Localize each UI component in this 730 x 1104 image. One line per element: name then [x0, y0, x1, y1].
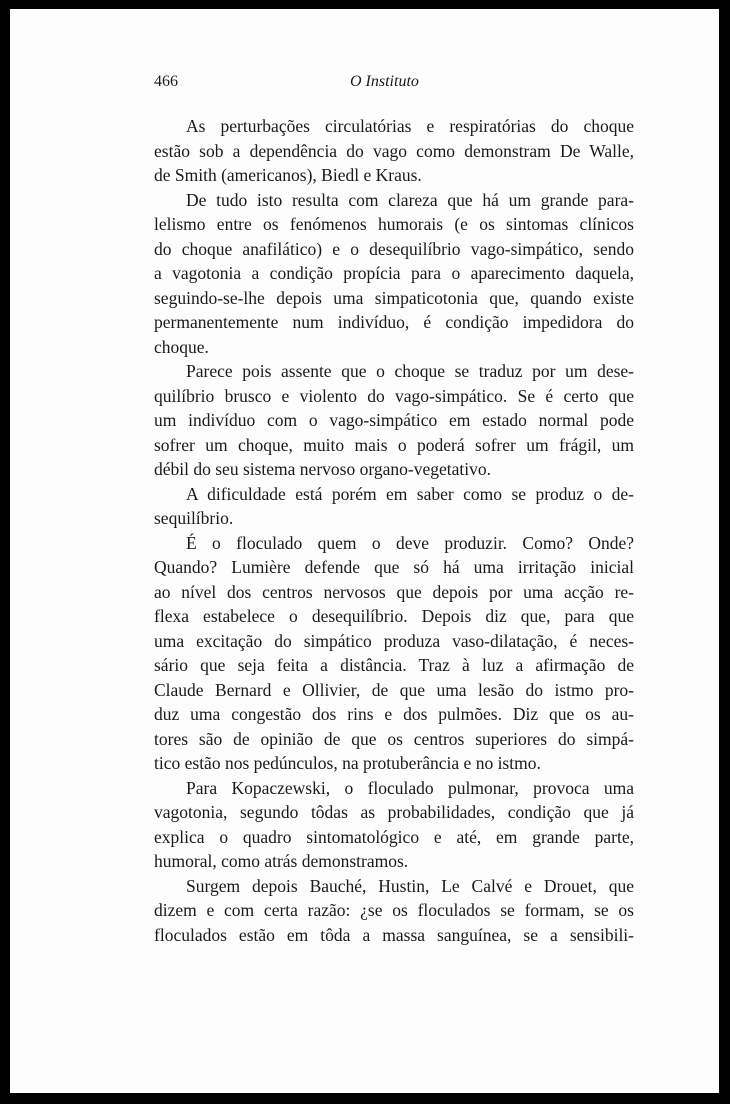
text-line: seguindo-se-lhe depois uma simpaticotonia que, quando existe: [154, 287, 634, 308]
text-line: De tudo isto resulta com clareza que há um grande para-: [186, 189, 634, 210]
text-line: flexa estabelece o desequilíbrio. Depois diz que, para que: [154, 606, 634, 626]
paragraph: [154, 359, 634, 482]
text-line: sequilíbrio.: [154, 508, 234, 528]
text-line: tores são de opinião de que os centros superiores do simpá-: [154, 728, 634, 749]
text-line: floculados estão em tôda a massa sanguínea, se a sensibili-: [154, 924, 634, 945]
paragraph: [154, 776, 634, 874]
text-line: sário que seja feita a distância. Traz à luz a afirmação de: [154, 655, 634, 675]
text-line: uma excitação do simpático produza vaso-dilatação, é neces-: [154, 630, 634, 651]
paragraph: [154, 482, 634, 531]
book-page: [8, 7, 721, 1095]
body-text: [154, 114, 634, 947]
text-line: As perturbações circulatórias e respiratórias do choque: [186, 116, 634, 136]
text-line: A dificuldade está porém em saber como se produz o de-: [186, 483, 634, 504]
text-line: explica o quadro sintomatológico e até, em grande parte,: [154, 826, 634, 847]
text-line: estão sob a dependência do vago como demonstram De Walle,: [154, 140, 634, 161]
text-line: sofrer um choque, muito mais o poderá sofrer um frágil, um: [154, 434, 634, 455]
paragraph: [154, 874, 634, 948]
page-header: [154, 73, 634, 101]
running-title: O Instituto: [350, 73, 419, 90]
paragraph: [154, 531, 634, 776]
page-number: 466: [154, 73, 178, 90]
text-line: duz uma congestão dos rins e dos pulmões. Diz que os au-: [154, 704, 634, 724]
text-line: É o floculado quem o deve produzir. Como? Onde?: [186, 532, 634, 553]
text-line: ao nível dos centros nervosos que depois por uma acção re-: [154, 581, 634, 602]
paragraph: [154, 114, 634, 188]
text-line: a vagotonia a condição propícia para o aparecimento daquela,: [154, 263, 634, 283]
paragraph: [154, 188, 634, 360]
text-line: permanentemente num indivíduo, é condição impedidora do: [154, 312, 634, 332]
text-line: Quando? Lumière defende que só há uma irritação inicial: [154, 557, 634, 577]
text-line: tico estão nos pedúnculos, na protuberância e no istmo.: [154, 753, 541, 773]
text-line: dizem e com certa razão: ¿se os floculados se formam, se os: [154, 900, 634, 920]
text-line: Para Kopaczewski, o floculado pulmonar, provoca uma: [186, 777, 634, 798]
text-line: lelismo entre os fenómenos humorais (e os sintomas clínicos: [154, 214, 634, 234]
text-line: vagotonia, segundo tôdas as probabilidades, condição que já: [154, 802, 634, 822]
text-line: de Smith (americanos), Biedl e Kraus.: [154, 165, 422, 185]
text-line: Claude Bernard e Ollivier, de que uma lesão do istmo pro-: [154, 679, 634, 700]
text-line: quilíbrio brusco e violento do vago-simpático. Se é certo que: [154, 385, 634, 406]
text-line: humoral, como atrás demonstramos.: [154, 851, 409, 871]
text-line: choque.: [154, 336, 209, 357]
text-line: um indivíduo com o vago-simpático em estado normal pode: [154, 410, 634, 430]
text-line: Surgem depois Bauché, Hustin, Le Calvé e Drouet, que: [186, 875, 634, 896]
text-line: do choque anafilático) e o desequilíbrio vago-simpático, sendo: [154, 238, 634, 259]
text-line: Parece pois assente que o choque se traduz por um dese-: [186, 361, 634, 381]
text-line: débil do seu sistema nervoso organo-vegetativo.: [154, 459, 491, 479]
